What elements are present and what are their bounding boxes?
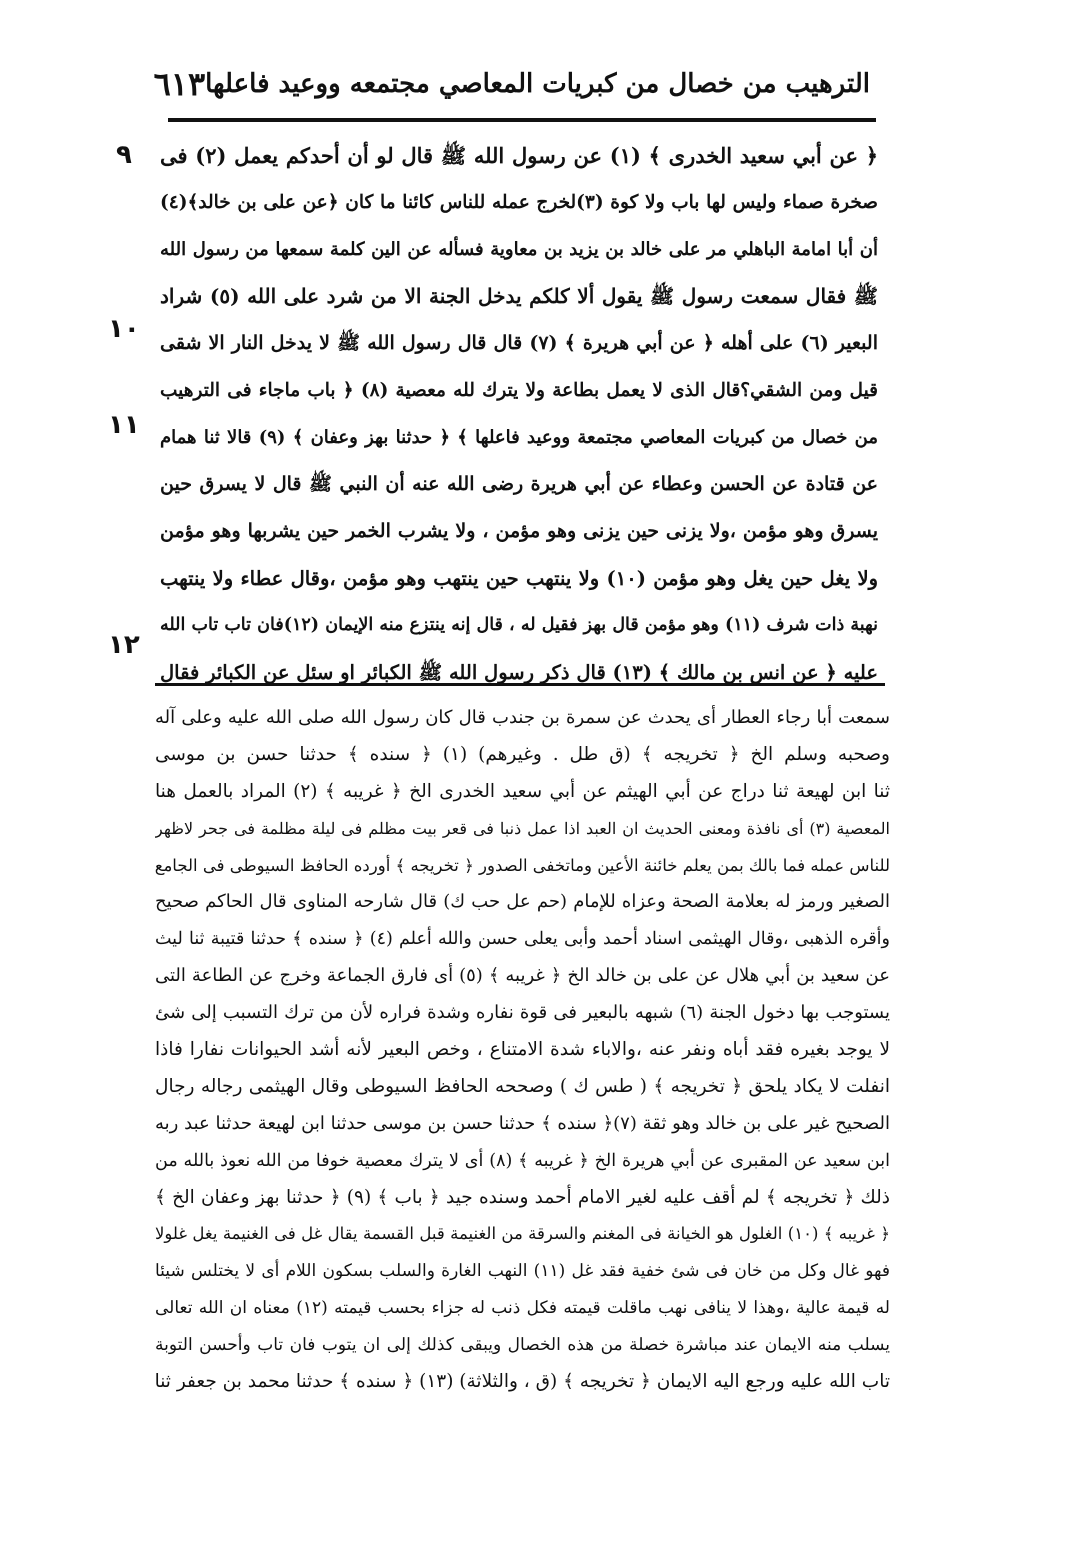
footnote-separator [155,683,885,686]
main-line: عليه ﴿ عن انس بن مالك ﴾ (١٣) قال ذكر رسول الله ﷺ الكبائر او سئل عن الكبائر فقال [160,661,878,684]
main-line: ﴿ عن أبي سعيد الخدرى ﴾ (١) عن رسول الله ﷺ قال لو أن أحدكم يعمل (٢) فى [160,143,878,168]
note-line: وصحبه وسلم الخ ﴿ تخريجه ﴾ (ق طل . وغيرهم) (١) ﴿ سنده ﴾ حدثنا حسن بن موسى [155,743,890,765]
note-line: الصحيح غير على بن خالد وهو ثقة (٧)﴿ سنده ﴾ حدثنا حسن بن موسى حدثنا ابن لهيعة حدثنا عبد ربه [155,1112,890,1134]
note-line: ذلك ﴿ تخريجه ﴾ لم أقف عليه لغير الامام أحمد وسنده جيد ﴿ باب ﴾ (٩) ﴿ حدثنا بهز وعفان الخ ﴾ [155,1186,890,1208]
note-line: وأقره الذهبى ،وقال الهيثمى اسناد أحمد وأبى يعلى حسن والله أعلم (٤) ﴿ سنده ﴾ حدثنا قتيبة ثنا ليث [155,929,890,950]
note-line: لا يوجد بغيره فقد أباه ونفر عنه ،والاباء شدة الامتناع ، وخص البعير لأنه أشد الحيوانات نفارا فاذا [155,1039,890,1061]
hadith-number-12: ١٢ [108,630,140,660]
hadith-number-10: ١٠ [108,314,140,344]
note-line: انفلت لا يكاد يلحق ﴿ تخريجه ﴾ ( طس ك ) وصححه الحافظ السيوطى وقال الهيثمى رجاله رجال [155,1075,890,1097]
note-line: عن سعيد بن أبي هلال عن على بن خالد الخ ﴿ غريبه ﴾ (٥) أى فارق الجماعة وخرج عن الطاعة التى [155,965,890,987]
note-line: فهو غال وكل من خان فى شئ خفية فقد غل (١١) النهب الغارة والسلب بسكون اللام أى لا يختلس شيئا [155,1261,890,1282]
note-line: المعصية (٣) أى نافذة ومعنى الحديث ان العبد اذا عمل ذنبا فى قعر بيت مظلم فى ليلة مظلمة فى جحر لاظهر [155,818,890,838]
main-line: صخرة صماء وليس لها باب ولا كوة (٣)لخرج عمله للناس كائنا ما كان ﴿عن على بن خالد﴾(٤) [160,192,878,213]
main-line: من خصال من كبريات المعاصي مجتمعة ووعيد فاعلها ﴾ ﴿ حدثنا بهز وعفان ﴾ (٩) قالا ثنا همام [160,427,878,448]
note-line: الصغير ورمز له بعلامة الصحة وعزاه للإمام (حم عل حب ك) قال شارحه المناوى قال الحاكم صحيح [155,891,890,913]
note-line: يسلب منه الايمان عند مباشرة خصلة من هذه الخصال ويبقى كذلك إلى ان يتوب فان تاب وأحسن التوبة [155,1335,890,1356]
header-title: الترهيب من خصال من كبريات المعاصي مجتمعه ووعيد فاعلها [205,69,870,99]
footnotes [155,700,890,1401]
note-line: ابن سعيد عن المقبرى عن أبي هريرة الخ ﴿ غريبه ﴾ (٨) أى لا يترك معصية خوفا من الله نعوذ بالله من [155,1150,890,1171]
main-line: قيل ومن الشقي؟قال الذى لا يعمل بطاعة ولا يترك لله معصية (٨) ﴿ باب ماجاء فى الترهيب [160,380,878,401]
main-text [160,132,878,696]
main-line: ﷺ فقال سمعت رسول ﷺ يقول ألا كلكم يدخل الجنة الا من شرد على الله (٥) شراد [160,284,878,308]
main-line: نهبة ذات شرف (١١) وهو مؤمن قال بهز فقيل له ، قال إنه ينتزع منه الإيمان (١٢)فان تاب تاب الله [160,615,878,635]
note-line: يستوجب بها دخول الجنة (٦) شبهه بالبعير فى قوة نفاره وشدة فراره لأن من ترك التسبب إلى شئ [155,1002,890,1024]
note-line: ثنا ابن لهيعة ثنا دراج عن أبي الهيثم عن أبي سعيد الخدرى الخ ﴿ غريبه ﴾ (٢) المراد بالعمل هنا [155,780,890,802]
note-line: له قيمة عالية ،وهذا لا ينافى نهب ماقلت قيمته فكل ذنب له جزاء بحسب قيمته (١٢) معناه ان الله تعالى [155,1298,890,1319]
hadith-number-9: ٩ [116,140,132,170]
note-line: تاب الله عليه ورجع اليه الايمان ﴿ تخريجه ﴾ (ق ، والثلاثة) (١٣) ﴿ سنده ﴾ حدثنا محمد بن جعفر ثنا [155,1371,890,1393]
main-line: عن قتادة عن الحسن وعطاء عن أبي هريرة رضى الله عنه أن النبي ﷺ قال لا يسرق حين [160,473,878,495]
running-header [150,58,870,110]
header-rule [168,118,876,122]
page-number: ٦١٣ [153,65,206,103]
note-line: للناس عمله فما بالك بمن يعلم خائنة الأعين وماتخفى الصدور ﴿ تخريجه ﴾ أورده الحافظ السيوطى فى الجامع [155,855,890,875]
main-line: يسرق وهو مؤمن ،ولا يزنى حين يزنى وهو مؤمن ، ولا يشرب الخمر حين يشربها وهو مؤمن [160,520,878,542]
note-line: سمعت أبا رجاء العطار أى يحدث عن سمرة بن جندب قال كان رسول الله صلى الله عليه وعلى آله [155,707,890,728]
main-line: أن أبا امامة الباهلي مر على خالد بن يزيد بن معاوية فسأله عن الين كلمة سمعها من رسول الله [160,239,878,260]
note-line: ﴿ غريبه ﴾ (١٠) الغلول هو الخيانة فى المغنم والسرقة من الغنيمة قبل القسمة يقال غل فى الغنيمة يغل غلولا [155,1224,890,1244]
main-line: البعير (٦) على أهله ﴿ عن أبي هريرة ﴾ (٧) قال قال رسول الله ﷺ لا يدخل النار الا شقى [160,332,878,354]
main-line: ولا يغل حين يغل وهو مؤمن (١٠) ولا ينتهب حين ينتهب وهو مؤمن ،وقال عطاء ولا ينتهب [160,567,878,590]
hadith-number-11: ١١ [108,410,140,440]
